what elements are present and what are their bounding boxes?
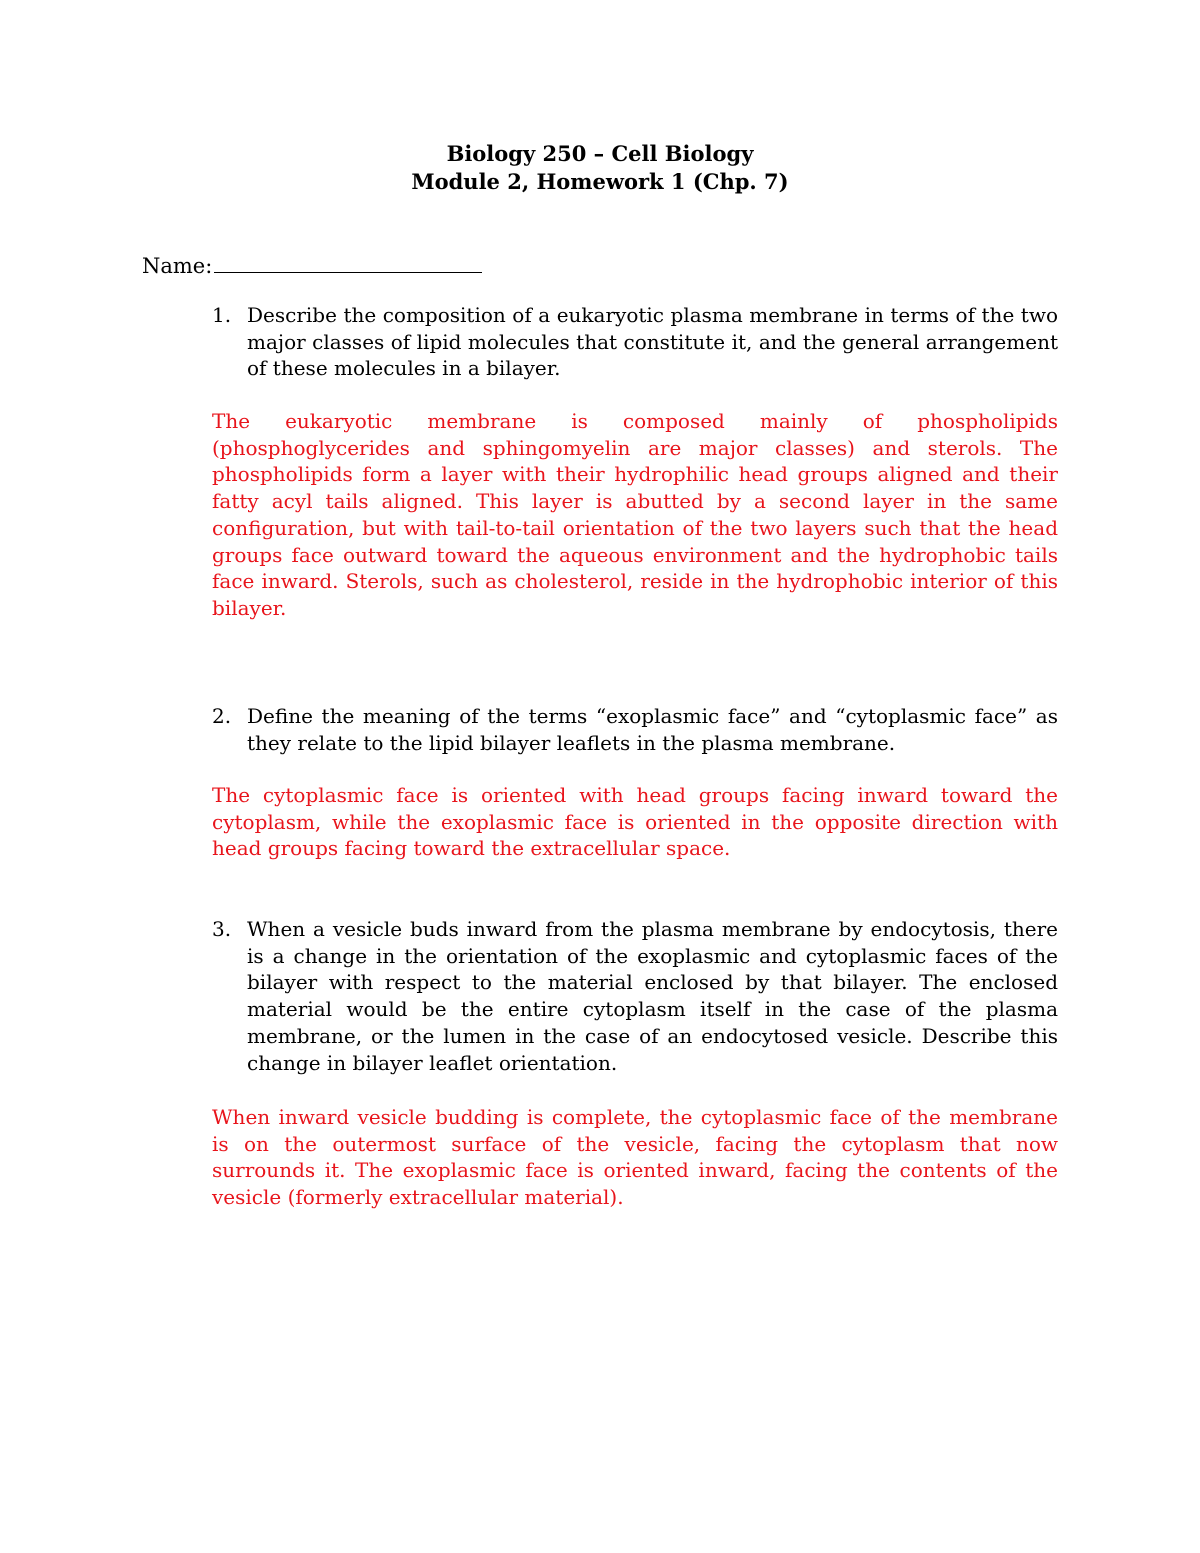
question-text: When a vesicle buds inward from the plasma membrane by endocytosis, there is a change in the orientation of the exoplasmic and cytoplasmic faces of the bilayer with respect to the material enclosed by that bilayer. The enclosed material would be the entire cytoplasm itself in the case of the plasma membrane, or the lumen in the case of an endocytosed vesicle. Describe this change in bilayer leaflet orientation. [247, 917, 1058, 1075]
answer-2: The cytoplasmic face is oriented with head groups facing inward toward the cytoplasm, while the exoplasmic face is oriented in the opposite direction with head groups facing toward the extracellular space. [212, 783, 1058, 861]
course-title: Biology 250 – Cell Biology [446, 141, 754, 166]
question-number: 1. [212, 303, 232, 327]
name-field[interactable] [142, 250, 482, 280]
name-blank-line[interactable] [214, 250, 482, 273]
question-number: 2. [212, 704, 232, 728]
answer-3: When inward vesicle budding is complete, the cytoplasmic face of the membrane is on the outermost surface of the vesicle, facing the cytoplasm that now surrounds it. The exoplasmic face is oriented inward, facing the contents of the vesicle (formerly extracellular material). [212, 1105, 1058, 1210]
name-label: Name: [142, 254, 213, 278]
question-text: Define the meaning of the terms “exoplasmic face” and “cytoplasmic face” as they relate to the lipid bilayer leaflets in the plasma membrane. [247, 704, 1058, 755]
question-text: Describe the composition of a eukaryotic plasma membrane in terms of the two major classes of lipid molecules that constitute it, and the general arrangement of these molecules in a bilayer. [247, 303, 1058, 381]
question-number: 3. [212, 917, 232, 941]
assignment-title: Module 2, Homework 1 (Chp. 7) [411, 169, 789, 194]
question-1 [212, 302, 1058, 382]
question-3 [212, 916, 1058, 1076]
question-2 [212, 703, 1058, 756]
answer-1: The eukaryotic membrane is composed mainly of phospholipids (phosphoglycerides and sphingomyelin are major classes) and sterols. The phospholipids form a layer with their hydrophilic head groups aligned and their fatty acyl tails aligned. This layer is abutted by a second layer in the same configuration, but with tail-to-tail orientation of the two layers such that the head groups face outward toward the aqueous environment and the hydrophobic tails face inward. Sterols, such as cholesterol, reside in the hydrophobic interior of this bilayer. [212, 409, 1058, 620]
document-header [0, 140, 1200, 196]
